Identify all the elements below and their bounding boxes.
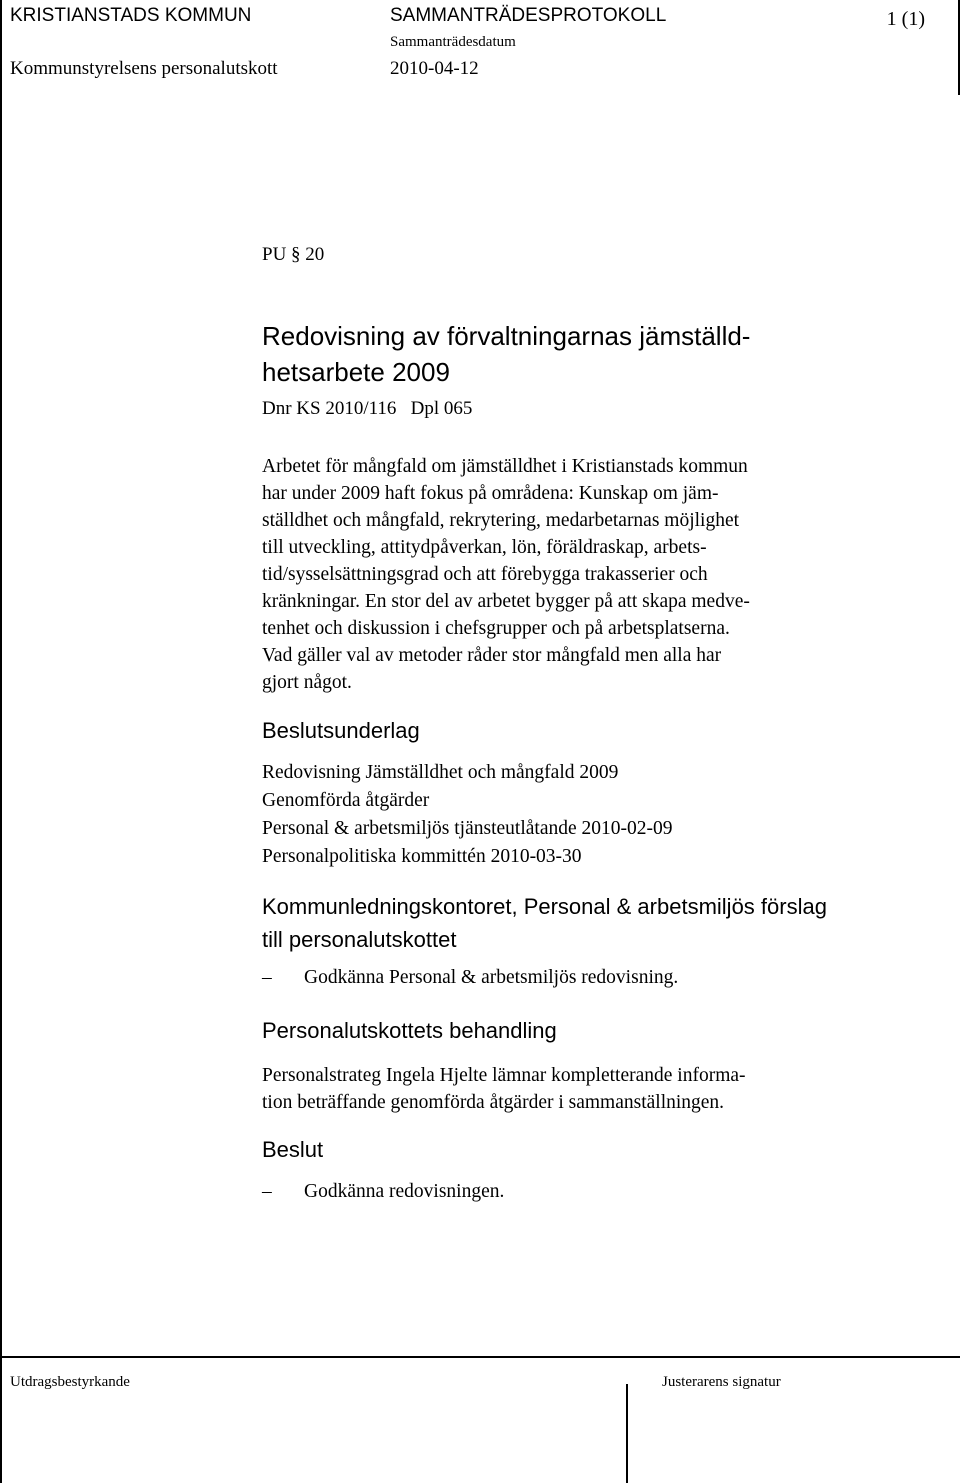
basis-item: Personalpolitiska kommittén 2010-03-30 — [262, 846, 582, 867]
intro-line: Arbetet för mångfald om jämställdhet i Kristianstads kommun — [262, 456, 748, 477]
handling-line: tion beträffande genomförda åtgärder i sammanställningen. — [262, 1092, 725, 1113]
decision-item — [262, 1181, 504, 1203]
meeting-date-label: Sammanträdesdatum — [390, 34, 516, 50]
left-margin-line — [0, 0, 2, 1483]
proposal-heading-line: till personalutskottet — [262, 927, 457, 952]
dash-bullet: – — [262, 1181, 272, 1202]
intro-line: kränkningar. En stor del av arbetet bygger på att skapa medve- — [262, 591, 750, 612]
decision-item-text: Godkänna redovisningen. — [304, 1181, 505, 1202]
reference-number: Dnr KS 2010/116 Dpl 065 — [262, 398, 473, 419]
intro-line: till utveckling, attitydpåverkan, lön, föräldraskap, arbets- — [262, 537, 707, 558]
basis-heading: Beslutsunderlag — [262, 718, 420, 743]
organization-name: KRISTIANSTADS KOMMUN — [10, 5, 252, 26]
signature-label: Justerarens signatur — [662, 1374, 781, 1390]
proposal-item-text: Godkänna Personal & arbetsmiljös redovisning. — [304, 967, 679, 988]
decision-heading: Beslut — [262, 1137, 324, 1162]
dash-bullet: – — [262, 967, 272, 988]
intro-line: Vad gäller val av metoder råder stor mångfald men alla har — [262, 645, 722, 666]
paragraph-number: PU § 20 — [262, 244, 325, 265]
item-title-line: Redovisning av förvaltningarnas jämställd- — [262, 321, 751, 351]
page-number: 1 (1) — [886, 8, 925, 30]
proposal-item — [262, 967, 678, 989]
intro-line: tid/sysselsättningsgrad och att förebygga trakasserier och — [262, 564, 708, 585]
handling-paragraph — [262, 1062, 902, 1116]
footer-divider — [626, 1384, 628, 1483]
footer-top-rule — [0, 1356, 960, 1358]
intro-line: tenhet och diskussion i chefsgrupper och på arbetsplatserna. — [262, 618, 730, 639]
certification-label: Utdragsbestyrkande — [10, 1374, 130, 1390]
committee-name: Kommunstyrelsens personalutskott — [10, 58, 278, 79]
basis-list — [262, 759, 902, 871]
intro-paragraph — [262, 453, 902, 696]
proposal-heading — [262, 890, 827, 956]
item-title — [262, 318, 862, 390]
meeting-date: 2010-04-12 — [390, 58, 479, 79]
handling-line: Personalstrateg Ingela Hjelte lämnar kompletterande informa- — [262, 1065, 746, 1086]
intro-line: gjort något. — [262, 672, 352, 693]
basis-item: Redovisning Jämställdhet och mångfald 2009 — [262, 762, 619, 783]
document-type: SAMMANTRÄDESPROTOKOLL — [390, 5, 667, 26]
basis-item: Genomförda åtgärder — [262, 790, 430, 811]
handling-heading: Personalutskottets behandling — [262, 1018, 557, 1043]
item-title-line: hetsarbete 2009 — [262, 357, 450, 387]
basis-item: Personal & arbetsmiljös tjänsteutlåtande 2010-02-09 — [262, 818, 673, 839]
intro-line: ställdhet och mångfald, rekrytering, medarbetarnas möjlighet — [262, 510, 740, 531]
intro-line: har under 2009 haft fokus på områdena: Kunskap om jäm- — [262, 483, 719, 504]
proposal-heading-line: Kommunledningskontoret, Personal & arbetsmiljös förslag — [262, 894, 827, 919]
